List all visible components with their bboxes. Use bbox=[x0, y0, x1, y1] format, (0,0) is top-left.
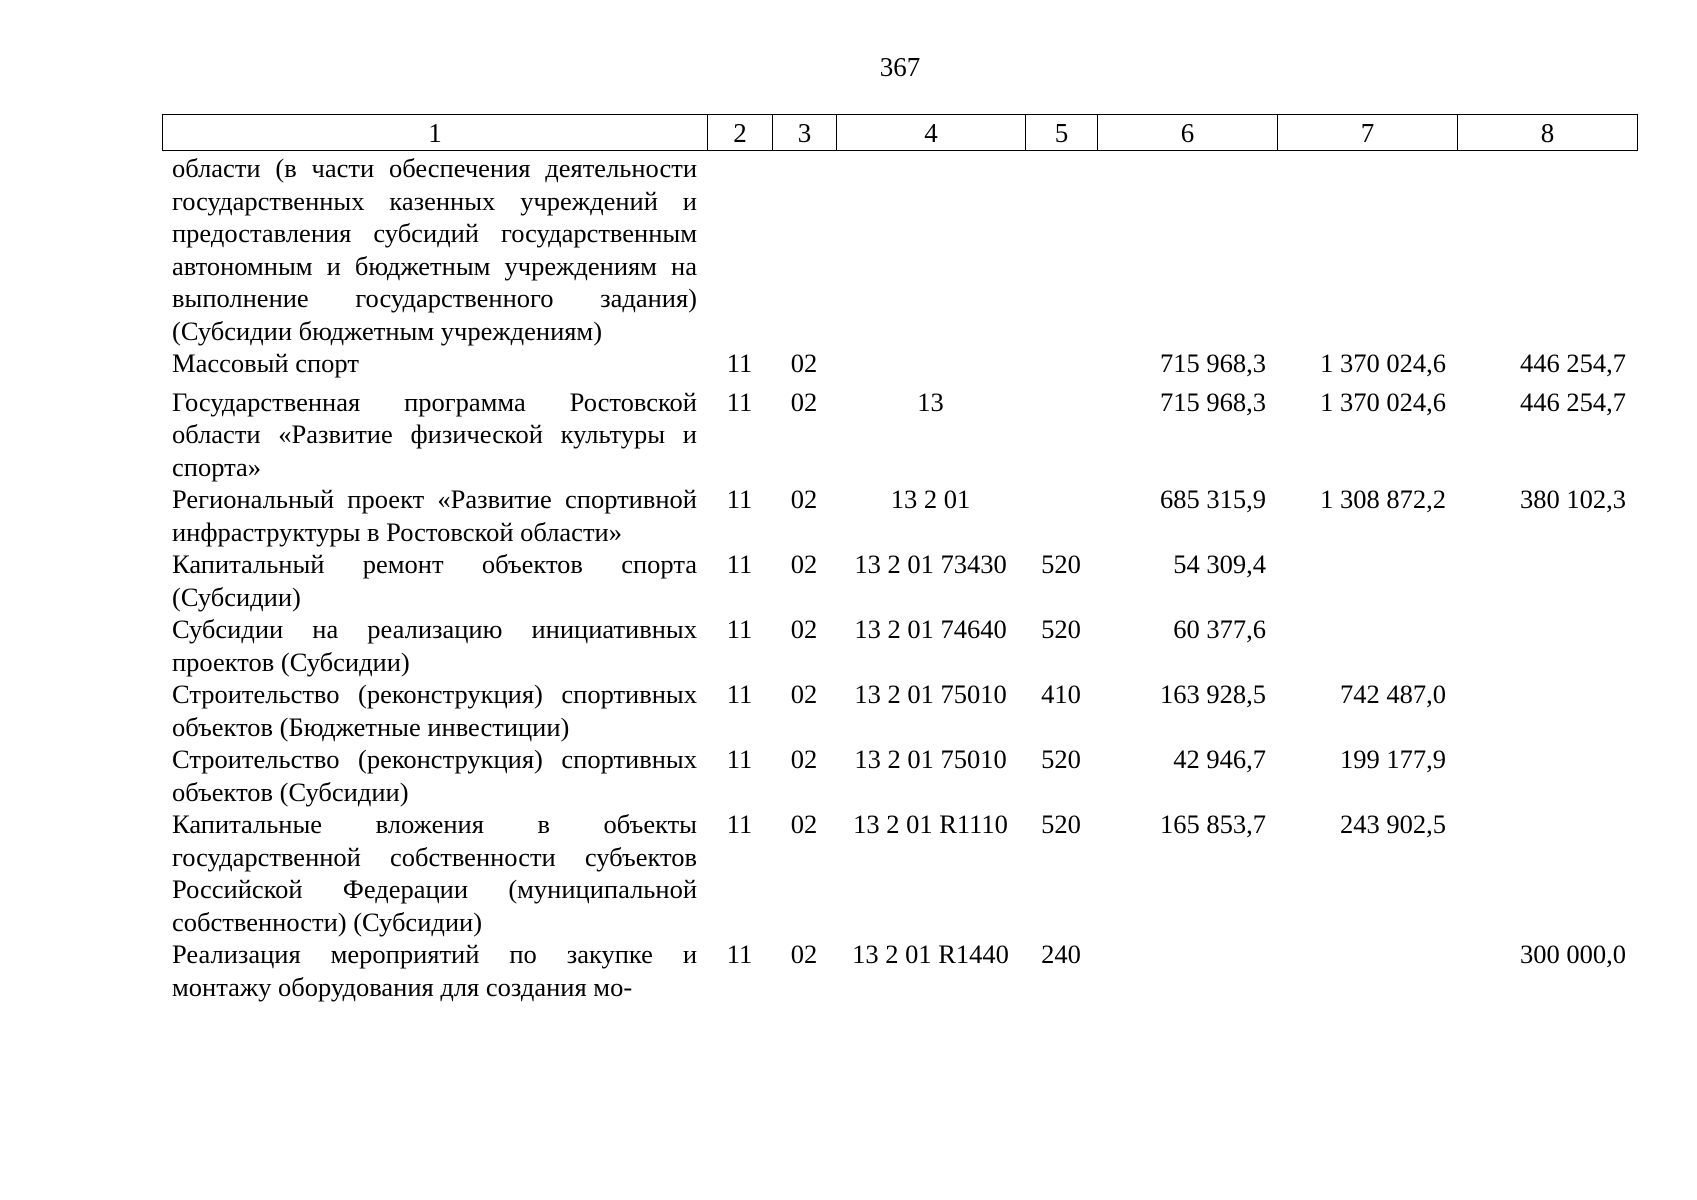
table-row bbox=[162, 678, 1637, 743]
subsection-code-cell bbox=[772, 152, 836, 347]
column-header-3: 3 bbox=[773, 115, 837, 151]
target-article-cell: 13 2 01 73430 bbox=[854, 549, 1007, 579]
table-row bbox=[162, 938, 1637, 1003]
section-code-cell: 11 bbox=[726, 549, 753, 579]
amount-year-3-cell bbox=[1457, 613, 1637, 678]
section-code-cell: 11 bbox=[726, 939, 753, 969]
subsection-code-cell: 02 bbox=[790, 484, 818, 514]
section-code-cell: 11 bbox=[726, 809, 753, 839]
page-number: 367 bbox=[879, 52, 921, 82]
target-article-cell: 13 2 01 R1110 bbox=[853, 809, 1008, 839]
amount-year-3-cell: 446 254,7 bbox=[1520, 386, 1626, 417]
amount-year-2-cell bbox=[1277, 938, 1457, 1003]
amount-year-3-cell: 300 000,0 bbox=[1520, 939, 1626, 969]
amount-year-1-cell: 60 377,6 bbox=[1173, 614, 1266, 644]
amount-year-2-cell: 1 370 024,6 bbox=[1320, 386, 1446, 417]
amount-year-3-cell bbox=[1457, 743, 1637, 808]
section-code-cell: 11 bbox=[726, 386, 753, 417]
subsection-code-cell: 02 bbox=[790, 679, 818, 709]
amount-year-1-cell: 715 968,3 bbox=[1160, 386, 1266, 417]
amount-year-3-cell bbox=[1457, 152, 1637, 347]
amount-year-3-cell bbox=[1457, 808, 1637, 938]
column-header-table bbox=[162, 114, 1638, 151]
column-header-5: 5 bbox=[1026, 115, 1098, 151]
amount-year-3-cell bbox=[1457, 678, 1637, 743]
table-row bbox=[162, 743, 1637, 808]
row-name-cell: Строительство (реконструкция) спортивных объектов (Бюджетные инвестиции) bbox=[172, 679, 697, 742]
target-article-cell bbox=[836, 152, 1025, 347]
subsection-code-cell: 02 bbox=[790, 809, 818, 839]
expense-type-cell bbox=[1025, 483, 1097, 548]
table-row bbox=[162, 347, 1637, 380]
target-article-cell: 13 bbox=[917, 386, 944, 417]
row-name-cell: Государственная программа Ростовской области «Развитие физической культуры и спорта» bbox=[172, 386, 697, 482]
table-row bbox=[162, 152, 1637, 347]
column-header-row bbox=[163, 115, 1638, 151]
target-article-cell: 13 2 01 74640 bbox=[854, 614, 1007, 644]
column-header-2: 2 bbox=[708, 115, 773, 151]
row-name-cell: Капитальные вложения в объекты государственной собственности субъектов Российской Федерации (муниципальной собственности) (Субсидии) bbox=[172, 809, 697, 937]
amount-year-2-cell: 243 902,5 bbox=[1340, 809, 1446, 839]
column-header-7: 7 bbox=[1278, 115, 1458, 151]
amount-year-3-cell bbox=[1457, 548, 1637, 613]
column-header-6: 6 bbox=[1098, 115, 1278, 151]
column-header-4: 4 bbox=[837, 115, 1026, 151]
table-row bbox=[162, 548, 1637, 613]
target-article-cell: 13 2 01 bbox=[890, 484, 971, 514]
section-code-cell: 11 bbox=[726, 484, 753, 514]
row-name-cell: области (в части обеспечения деятельности государственных казенных учреждений и предоставления субсидий государственным автономным и бюджетным учреждениям на выполнение государственного задания) (Субсидии бюджетным учреждениям) bbox=[172, 153, 697, 346]
expense-type-cell bbox=[1025, 152, 1097, 347]
amount-year-1-cell: 42 946,7 bbox=[1173, 744, 1266, 774]
expense-type-cell: 410 bbox=[1041, 679, 1081, 709]
target-article-cell bbox=[836, 347, 1025, 380]
amount-year-2-cell: 199 177,9 bbox=[1340, 744, 1446, 774]
target-article-cell: 13 2 01 R1440 bbox=[852, 939, 1009, 969]
expense-type-cell: 520 bbox=[1041, 809, 1081, 839]
amount-year-1-cell: 685 315,9 bbox=[1160, 484, 1266, 514]
subsection-code-cell: 02 bbox=[790, 549, 818, 579]
table-row bbox=[162, 380, 1637, 484]
column-header-8: 8 bbox=[1458, 115, 1638, 151]
amount-year-2-cell: 742 487,0 bbox=[1340, 679, 1446, 709]
amount-year-2-cell bbox=[1277, 152, 1457, 347]
amount-year-3-cell: 380 102,3 bbox=[1520, 484, 1626, 514]
budget-table bbox=[162, 152, 1637, 1003]
subsection-code-cell: 02 bbox=[790, 744, 818, 774]
amount-year-2-cell: 1 370 024,6 bbox=[1320, 348, 1446, 378]
amount-year-1-cell bbox=[1097, 152, 1277, 347]
amount-year-1-cell: 163 928,5 bbox=[1160, 679, 1266, 709]
table-row bbox=[162, 808, 1637, 938]
section-code-cell: 11 bbox=[726, 348, 753, 378]
amount-year-1-cell: 165 853,7 bbox=[1160, 809, 1266, 839]
expense-type-cell: 240 bbox=[1041, 939, 1081, 969]
amount-year-1-cell bbox=[1097, 938, 1277, 1003]
amount-year-2-cell bbox=[1277, 548, 1457, 613]
subsection-code-cell: 02 bbox=[790, 614, 818, 644]
row-name-cell: Капитальный ремонт объектов спорта (Субсидии) bbox=[172, 549, 697, 612]
expense-type-cell: 520 bbox=[1041, 549, 1081, 579]
amount-year-1-cell: 54 309,4 bbox=[1173, 549, 1266, 579]
amount-year-1-cell: 715 968,3 bbox=[1160, 348, 1266, 378]
subsection-code-cell: 02 bbox=[790, 348, 818, 378]
section-code-cell: 11 bbox=[726, 679, 753, 709]
column-header-1: 1 bbox=[163, 115, 708, 151]
table-row bbox=[162, 483, 1637, 548]
expense-type-cell bbox=[1025, 347, 1097, 380]
section-code-cell: 11 bbox=[726, 744, 753, 774]
expense-type-cell: 520 bbox=[1041, 614, 1081, 644]
target-article-cell: 13 2 01 75010 bbox=[854, 744, 1007, 774]
amount-year-3-cell: 446 254,7 bbox=[1520, 348, 1626, 378]
row-name-cell: Реализация мероприятий по закупке и монтажу оборудования для создания мо- bbox=[172, 939, 697, 1002]
table-row bbox=[162, 613, 1637, 678]
subsection-code-cell: 02 bbox=[790, 939, 818, 969]
section-code-cell: 11 bbox=[726, 614, 753, 644]
row-name-cell: Строительство (реконструкция) спортивных объектов (Субсидии) bbox=[172, 744, 697, 807]
row-name-cell: Субсидии на реализацию инициативных проектов (Субсидии) bbox=[172, 614, 697, 677]
amount-year-2-cell bbox=[1277, 613, 1457, 678]
expense-type-cell bbox=[1025, 380, 1097, 484]
target-article-cell: 13 2 01 75010 bbox=[854, 679, 1007, 709]
expense-type-cell: 520 bbox=[1041, 744, 1081, 774]
section-code-cell bbox=[707, 152, 772, 347]
subsection-code-cell: 02 bbox=[790, 386, 818, 417]
row-name-cell: Массовый спорт bbox=[172, 348, 359, 378]
row-name-cell: Региональный проект «Развитие спортивной инфраструктуры в Ростовской области» bbox=[172, 484, 697, 547]
amount-year-2-cell: 1 308 872,2 bbox=[1320, 484, 1446, 514]
